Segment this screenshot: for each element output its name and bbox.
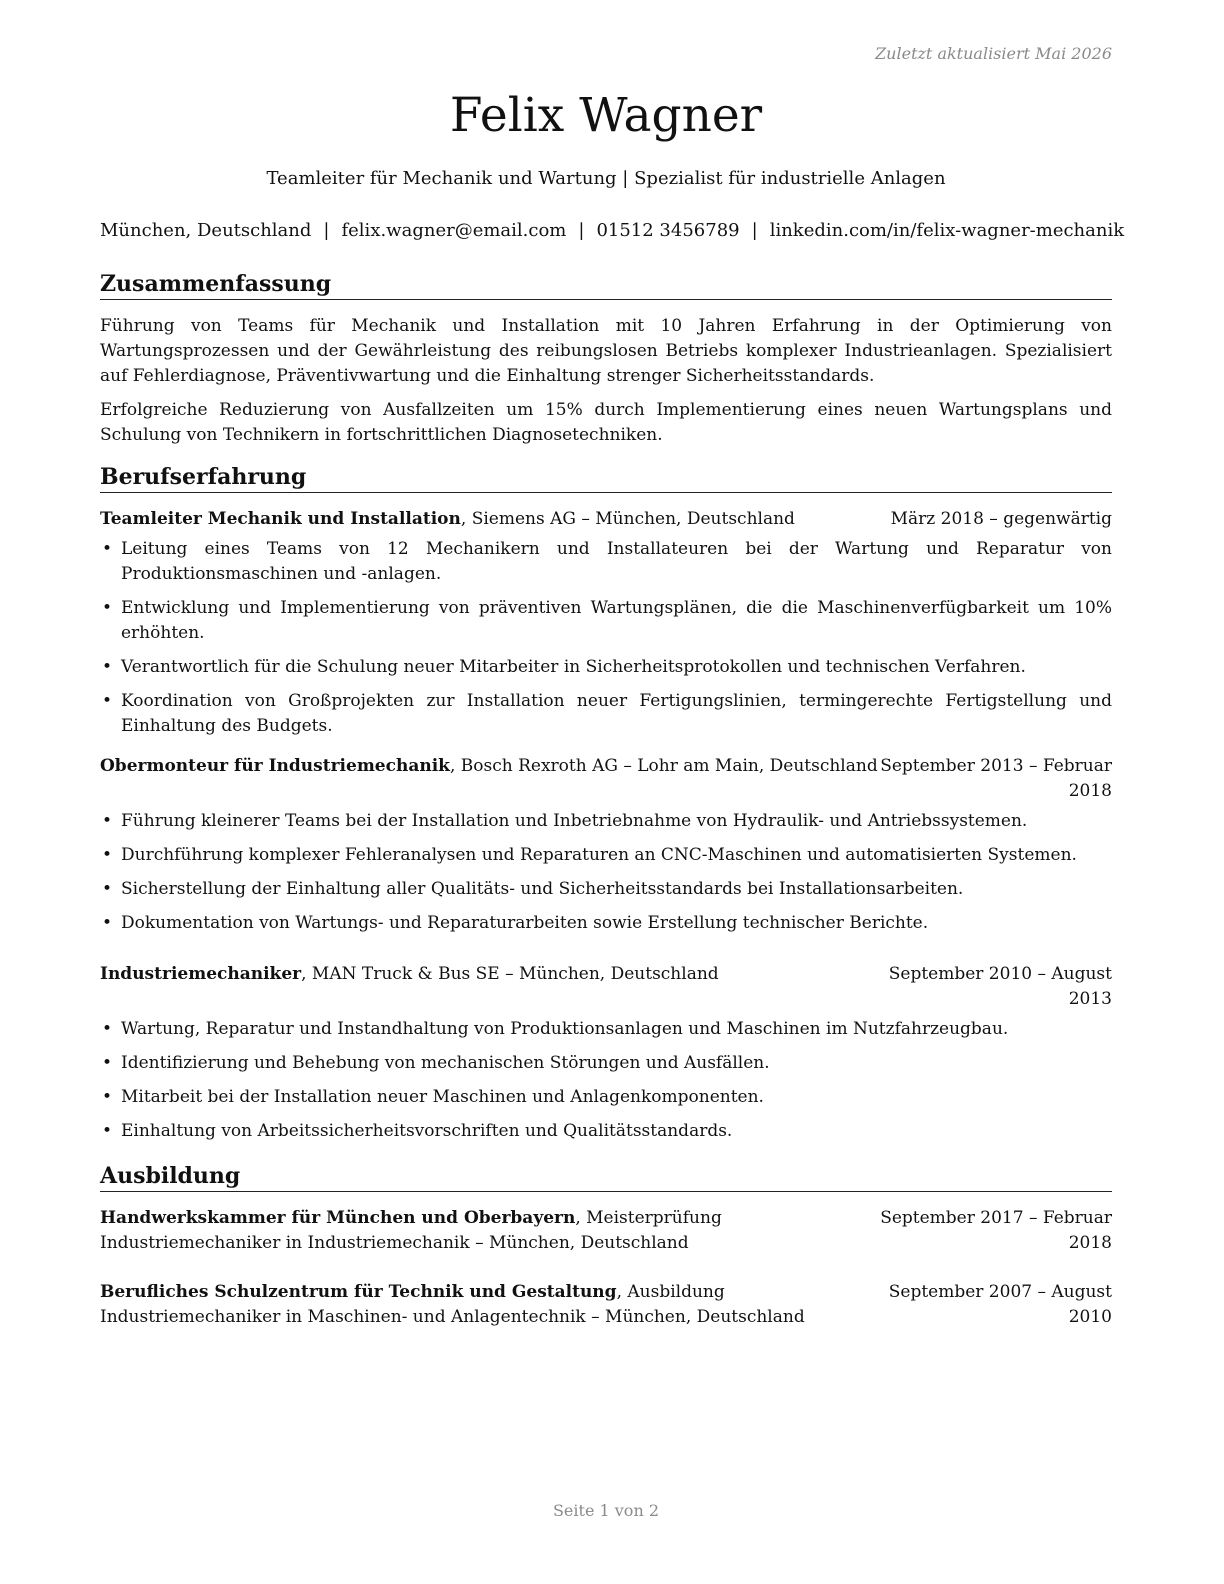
page-number: Seite 1 von 2	[552, 1501, 660, 1520]
job-title: Teamleiter Mechanik und Installation	[100, 509, 461, 529]
bullet-text: Wartung, Reparatur und Instandhaltung von Produktionsanlagen und Maschinen im Nutzfahrzeugbau.	[121, 1019, 1009, 1039]
list-item	[100, 1051, 1112, 1076]
bullet-icon: •	[102, 657, 113, 677]
education-detail: , Meisterprüfung Industriemechaniker in Industriemechanik – München, Deutschland	[100, 1208, 722, 1253]
job-date: September 2010 – August 2013	[888, 964, 1112, 1009]
contact-phone[interactable]: 01512 3456789	[596, 220, 740, 241]
education-date: September 2007 – August 2010	[888, 1282, 1112, 1327]
job-bullets	[100, 537, 1112, 748]
contact-separator: |	[751, 220, 758, 241]
contact-email[interactable]: felix.wagner@email.com	[341, 220, 567, 241]
bullet-icon: •	[102, 811, 113, 831]
job-bullets	[100, 809, 1112, 945]
job-bullets	[100, 1017, 1112, 1153]
headline: Teamleiter für Mechanik und Wartung | Spezialist für industrielle Anlagen	[266, 168, 946, 189]
job-header	[100, 962, 1112, 1009]
job-date: März 2018 – gegenwärtig	[890, 509, 1112, 529]
bullet-text: Dokumentation von Wartungs- und Reparaturarbeiten sowie Erstellung technischer Berichte.	[121, 913, 929, 933]
bullet-text: Koordination von Großprojekten zur Installation neuer Fertigungslinien, termingerechte Fertigstellung und Einhaltung des Budgets.	[121, 691, 1112, 736]
list-item	[100, 537, 1112, 587]
education-institution: Berufliches Schulzentrum für Technik und Gestaltung	[100, 1282, 617, 1302]
list-item	[100, 911, 1112, 936]
bullet-text: Durchführung komplexer Fehleranalysen und Reparaturen an CNC-Maschinen und automatisierten Systemen.	[121, 845, 1077, 865]
summary-paragraph-1: Führung von Teams für Mechanik und Installation mit 10 Jahren Erfahrung in der Optimierung von Wartungsprozessen und der Gewährleistung des reibungslosen Betriebs komplexer Industrieanlagen. Spezialisiert auf Fehlerdiagnose, Präventivwartung und die Einhaltung strenger Sicherheitsstandards.	[100, 316, 1112, 386]
list-item	[100, 843, 1112, 868]
list-item	[100, 1085, 1112, 1110]
education-institution: Handwerkskammer für München und Oberbayern	[100, 1208, 576, 1228]
list-item	[100, 1119, 1112, 1144]
section-title-education: Ausbildung	[100, 1162, 1112, 1192]
bullet-text: Führung kleinerer Teams bei der Installation und Inbetriebnahme von Hydraulik- und Antriebssystemen.	[121, 811, 1028, 831]
job-title: Obermonteur für Industriemechanik	[100, 756, 450, 776]
bullet-text: Verantwortlich für die Schulung neuer Mitarbeiter in Sicherheitsprotokollen und technischen Verfahren.	[121, 657, 1026, 677]
job-employer: , Bosch Rexroth AG – Lohr am Main, Deutschland	[449, 756, 878, 776]
education-date: September 2017 – Februar 2018	[880, 1208, 1112, 1253]
bullet-text: Sicherstellung der Einhaltung aller Qualitäts- und Sicherheitsstandards bei Installationsarbeiten.	[121, 879, 964, 899]
bullet-text: Identifizierung und Behebung von mechanischen Störungen und Ausfällen.	[121, 1053, 770, 1073]
education-entry	[100, 1206, 1112, 1256]
list-item	[100, 689, 1112, 739]
candidate-name: Felix Wagner	[449, 88, 763, 143]
last-updated: Zuletzt aktualisiert Mai 2026	[875, 44, 1112, 63]
bullet-text: Entwicklung und Implementierung von präventiven Wartungsplänen, die die Maschinenverfügbarkeit um 10% erhöhten.	[121, 598, 1112, 643]
bullet-icon: •	[102, 845, 113, 865]
section-title-summary: Zusammenfassung	[100, 270, 1112, 300]
bullet-text: Mitarbeit bei der Installation neuer Maschinen und Anlagenkomponenten.	[121, 1087, 764, 1107]
list-item	[100, 1017, 1112, 1042]
job-header	[100, 754, 1112, 801]
bullet-icon: •	[102, 1121, 113, 1141]
bullet-icon: •	[102, 913, 113, 933]
bullet-icon: •	[102, 879, 113, 899]
contact-line	[100, 218, 1125, 244]
job-title: Industriemechaniker	[100, 964, 302, 984]
contact-separator: |	[578, 220, 585, 241]
bullet-icon: •	[102, 598, 113, 618]
resume-page	[100, 0, 1125, 1584]
job-employer: , Siemens AG – München, Deutschland	[460, 509, 795, 529]
contact-location: München, Deutschland	[100, 220, 312, 241]
list-item	[100, 655, 1112, 680]
list-item	[100, 809, 1112, 834]
contact-linkedin[interactable]: linkedin.com/in/felix-wagner-mechanik	[769, 220, 1125, 241]
bullet-text: Einhaltung von Arbeitssicherheitsvorschriften und Qualitätsstandards.	[121, 1121, 733, 1141]
job-employer: , MAN Truck & Bus SE – München, Deutschland	[301, 964, 719, 984]
education-detail: , Ausbildung Industriemechaniker in Maschinen- und Anlagentechnik – München, Deutschland	[100, 1282, 805, 1327]
list-item	[100, 596, 1112, 646]
job-date: September 2013 – Februar 2018	[880, 756, 1112, 801]
list-item	[100, 877, 1112, 902]
summary-paragraph-2: Erfolgreiche Reduzierung von Ausfallzeiten um 15% durch Implementierung eines neuen Wartungsplans und Schulung von Technikern in fortschrittlichen Diagnosetechniken.	[100, 400, 1112, 445]
contact-separator: |	[323, 220, 330, 241]
bullet-icon: •	[102, 691, 113, 711]
bullet-text: Leitung eines Teams von 12 Mechanikern und Installateuren bei der Wartung und Reparatur von Produktionsmaschinen und -anlagen.	[121, 539, 1112, 584]
education-entry	[100, 1280, 1112, 1330]
job-header	[100, 507, 1112, 532]
bullet-icon: •	[102, 1087, 113, 1107]
bullet-icon: •	[102, 1019, 113, 1039]
bullet-icon: •	[102, 539, 113, 559]
bullet-icon: •	[102, 1053, 113, 1073]
section-title-experience: Berufserfahrung	[100, 463, 1112, 493]
